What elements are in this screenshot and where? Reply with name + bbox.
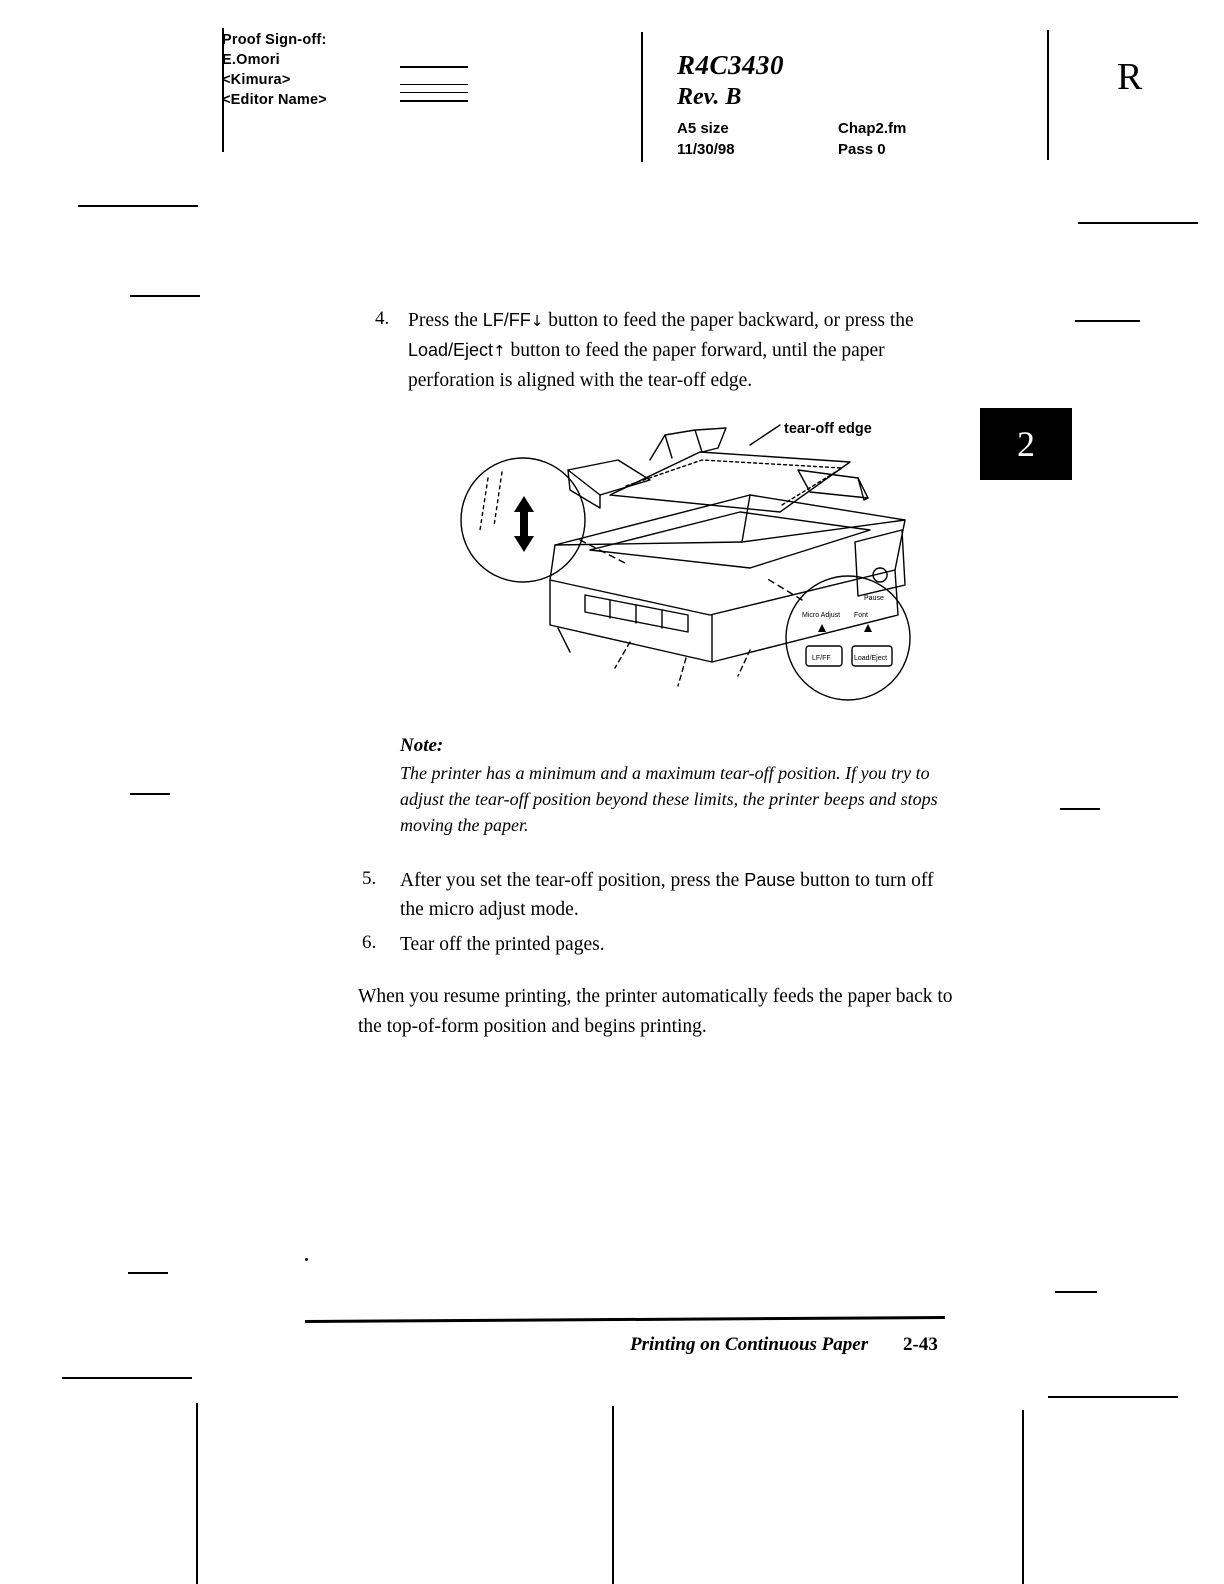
lf-ff-button-label: LF/FF bbox=[482, 310, 531, 330]
crop-mark-top-left bbox=[78, 205, 198, 207]
proof-name-2: <Kimura> bbox=[222, 72, 291, 88]
revision-letter: R bbox=[1117, 56, 1143, 98]
crop-mark-bottom-left bbox=[128, 1272, 168, 1274]
printer-illustration bbox=[450, 400, 950, 720]
panel-label-lf-ff: LF/FF bbox=[812, 655, 831, 662]
panel-label-font: Font bbox=[854, 612, 869, 619]
chapter-tab bbox=[980, 408, 1072, 480]
document-revision: Rev. B bbox=[677, 84, 742, 110]
document-code: R4C3430 bbox=[677, 50, 785, 80]
up-arrow-icon: ↑ bbox=[493, 342, 506, 360]
header-divider-rule-right bbox=[1047, 30, 1049, 160]
signoff-line-4 bbox=[400, 100, 468, 102]
step-4-text bbox=[408, 306, 968, 395]
proof-name-1: E.Omori bbox=[222, 52, 280, 68]
crop-mark-mid-right-lower bbox=[1060, 808, 1100, 810]
signoff-line-1 bbox=[400, 66, 468, 68]
crop-mark-mid-left-upper bbox=[130, 295, 200, 297]
crop-mark-base-right bbox=[1048, 1396, 1178, 1398]
figure-callout-tear-off-edge: tear-off edge bbox=[784, 421, 872, 437]
crop-mark-bottom-right bbox=[1055, 1291, 1097, 1293]
signoff-signature-lines bbox=[400, 66, 468, 118]
crop-mark-vert-right bbox=[1022, 1410, 1024, 1584]
document-chapter-file: Chap2.fm bbox=[838, 120, 907, 137]
header-divider-rule-centre bbox=[641, 32, 643, 162]
panel-label-micro-adjust: Micro Adjust bbox=[802, 612, 841, 619]
crop-mark-mid-right-upper bbox=[1075, 320, 1140, 322]
crop-mark-vert-left bbox=[196, 1403, 198, 1584]
step4-part3: button to feed the paper forward, until the paper perforation is aligned with the tear-off edge. bbox=[408, 340, 885, 391]
note-label: Note: bbox=[400, 735, 444, 756]
registration-dot bbox=[305, 1258, 308, 1261]
proof-name-3: <Editor Name> bbox=[222, 92, 327, 108]
crop-mark-base-left bbox=[62, 1377, 192, 1379]
step-5-number: 5. bbox=[362, 868, 377, 889]
signoff-line-3 bbox=[400, 92, 468, 93]
footer-page-number: 2-43 bbox=[903, 1334, 938, 1355]
proof-signoff-label: Proof Sign-off: bbox=[222, 32, 327, 48]
step5-part1: After you set the tear-off position, press the bbox=[400, 870, 745, 891]
closing-paragraph: When you resume printing, the printer automatically feeds the paper back to the top-of-form position and begins printing. bbox=[358, 986, 953, 1037]
footer-title: Printing on Continuous Paper bbox=[630, 1334, 869, 1355]
crop-mark-top-right bbox=[1078, 222, 1198, 224]
chapter-tab-number: 2 bbox=[1017, 424, 1035, 464]
crop-mark-mid-left-lower bbox=[130, 793, 170, 795]
down-arrow-icon: ↓ bbox=[530, 312, 544, 330]
document-pass: Pass 0 bbox=[838, 141, 886, 158]
note-text: The printer has a minimum and a maximum tear-off position. If you try to adjust the tear-off position beyond these limits, the printer beeps and stops moving the paper. bbox=[400, 763, 938, 835]
step-6-text: Tear off the printed pages. bbox=[400, 934, 605, 955]
step4-part1: Press the bbox=[408, 310, 483, 331]
pause-button-label: Pause bbox=[744, 870, 796, 890]
step-6-number: 6. bbox=[362, 932, 377, 953]
signoff-line-2 bbox=[400, 84, 468, 85]
step5-part2: button to turn off the micro adjust mode. bbox=[400, 870, 934, 920]
panel-label-pause: Pause bbox=[864, 595, 884, 602]
step-5-text bbox=[400, 866, 960, 924]
step-4-number: 4. bbox=[375, 308, 390, 329]
step4-part2: button to feed the paper backward, or press the bbox=[543, 310, 914, 331]
footer-rule bbox=[305, 1316, 945, 1323]
document-paper-size: A5 size bbox=[677, 120, 729, 137]
document-date: 11/30/98 bbox=[677, 141, 735, 158]
load-eject-button-label: Load/Eject bbox=[408, 340, 494, 360]
panel-label-load-eject: Load/Eject bbox=[854, 655, 888, 662]
crop-mark-vert-centre bbox=[612, 1406, 614, 1584]
